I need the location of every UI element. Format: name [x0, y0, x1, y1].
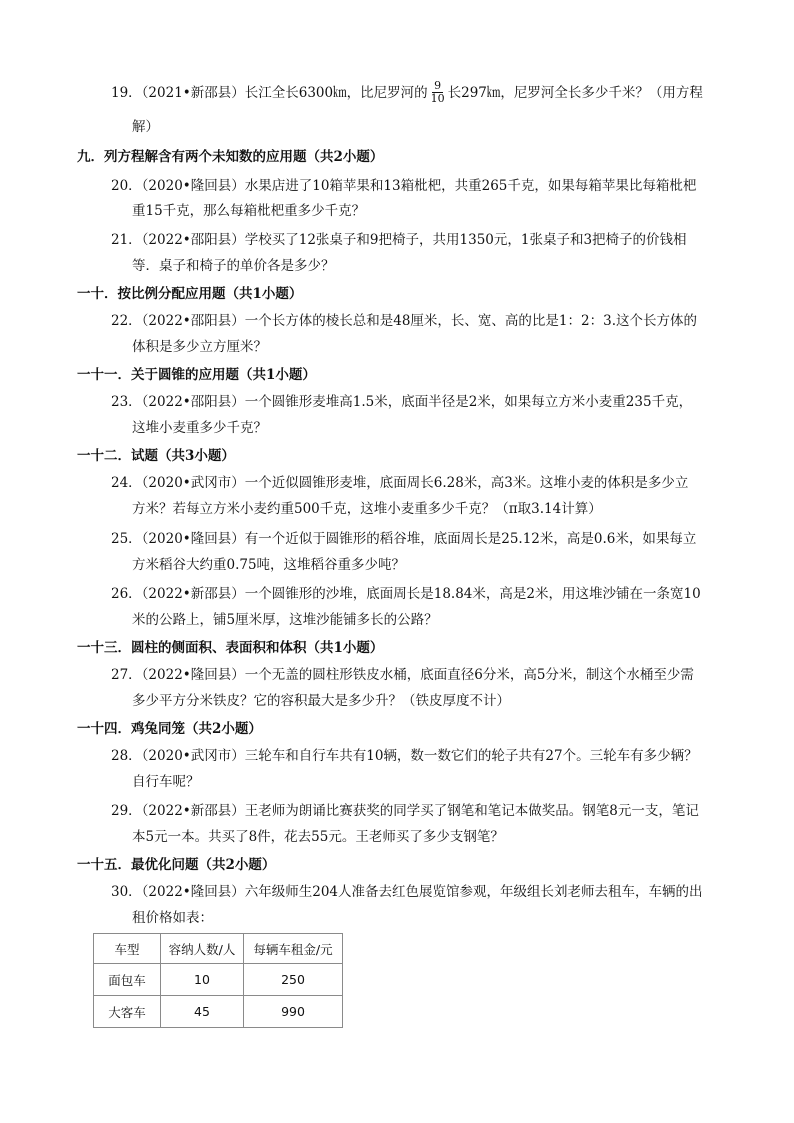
table-row [94, 996, 343, 1028]
question-21-line2: 等．桌子和椅子的单价各是多少？ [132, 258, 335, 274]
table-header-cell: 车型 [94, 934, 161, 964]
section-heading-14: 一十四．鸡兔同笼（共2小题） [77, 721, 262, 737]
question-20-line1: 20．（2020•隆回县）水果店进了10箱苹果和13箱枇杷，共重265千克，如果每箱苹果比每箱枇杷 [111, 178, 697, 194]
question-27-line1: 27．（2022•隆回县）一个无盖的圆柱形铁皮水桶，底面直径6分米，高5分米，制这个水桶至少需 [111, 667, 694, 683]
table-cell: 大客车 [94, 996, 161, 1028]
section-heading-13: 一十三．圆柱的侧面积、表面积和体积（共1小题） [77, 640, 384, 656]
question-22-line2: 体积是多少立方厘米？ [132, 339, 267, 355]
question-19-text-prefix: 19．（2021•新邵县）长江全长6300㎞，比尼罗河的 [111, 85, 428, 101]
table-header-cell: 容纳人数/人 [161, 934, 244, 964]
table-cell: 面包车 [94, 964, 161, 996]
question-25-line2: 方米稻谷大约重0.75吨，这堆稻谷重多少吨？ [132, 557, 406, 573]
question-19-text-suffix: 长297㎞，尼罗河全长多少千米？（用方程 [447, 85, 703, 101]
rental-price-table [93, 933, 343, 1028]
question-28-line1: 28．（2020•武冈市）三轮车和自行车共有10辆，数一数它们的轮子共有27个。三轮车有多少辆？ [111, 748, 698, 764]
question-20-line2: 重15千克，那么每箱枇杷重多少千克？ [132, 203, 366, 219]
question-19-line1 [111, 81, 703, 106]
question-30-line2: 租价格如表： [132, 910, 213, 926]
table-row [94, 964, 343, 996]
question-23-line1: 23．（2022•邵阳县）一个圆锥形麦堆高1.5米，底面半径是2米，如果每立方米小麦重235千克， [111, 394, 693, 410]
question-28-line2: 自行车呢？ [132, 774, 200, 790]
table-cell: 10 [161, 964, 244, 996]
question-19-line2: 解） [132, 119, 159, 135]
fraction-denominator: 10 [430, 92, 445, 105]
question-23-line2: 这堆小麦重多少千克？ [132, 420, 267, 436]
section-heading-15: 一十五．最优化问题（共2小题） [77, 857, 276, 873]
question-29-line2: 本5元一本。共买了8件，花去55元。王老师买了多少支钢笔？ [132, 829, 504, 845]
fraction-9-10 [429, 80, 447, 105]
question-29-line1: 29．（2022•新邵县）王老师为朗诵比赛获奖的同学买了钢笔和笔记本做奖品。钢笔8元一支，笔记 [111, 803, 699, 819]
table-cell: 990 [244, 996, 343, 1028]
fraction-numerator: 9 [434, 79, 442, 92]
table-cell: 250 [244, 964, 343, 996]
question-26-line1: 26．（2022•新邵县）一个圆锥形的沙堆，底面周长是18.84米，高是2米，用这堆沙铺在一条宽10 [111, 586, 701, 602]
question-26-line2: 米的公路上，铺5厘米厚，这堆沙能铺多长的公路？ [132, 612, 438, 628]
section-heading-10: 一十．按比例分配应用题（共1小题） [77, 286, 303, 302]
question-27-line2: 多少平方分米铁皮？它的容积最大是多少升？（铁皮厚度不计） [132, 693, 510, 709]
table-header-row [94, 934, 343, 964]
question-24-line2: 方米？若每立方米小麦约重500千克，这堆小麦重多少千克？（π取3.14计算） [132, 501, 602, 517]
question-24-line1: 24．（2020•武冈市）一个近似圆锥形麦堆，底面周长6.28米，高3米。这堆小麦的体积是多少立 [111, 475, 689, 491]
question-30-line1: 30．（2022•隆回县）六年级师生204人准备去红色展览馆参观，年级组长刘老师去租车，车辆的出 [111, 884, 703, 900]
question-21-line1: 21．（2022•邵阳县）学校买了12张桌子和9把椅子，共用1350元，1张桌子和3把椅子的价钱相 [111, 232, 687, 248]
table-header-cell: 每辆车租金/元 [244, 934, 343, 964]
question-25-line1: 25．（2020•隆回县）有一个近似于圆锥形的稻谷堆，底面周长是25.12米，高是0.6米，如果每立 [111, 531, 697, 547]
section-heading-9: 九．列方程解含有两个未知数的应用题（共2小题） [77, 149, 384, 165]
section-heading-11: 一十一．关于圆锥的应用题（共1小题） [77, 367, 316, 383]
question-22-line1: 22．（2022•邵阳县）一个长方体的棱长总和是48厘米，长、宽、高的比是1：2：3.这个长方体的 [111, 313, 697, 329]
table-cell: 45 [161, 996, 244, 1028]
section-heading-12: 一十二．试题（共3小题） [77, 448, 235, 464]
